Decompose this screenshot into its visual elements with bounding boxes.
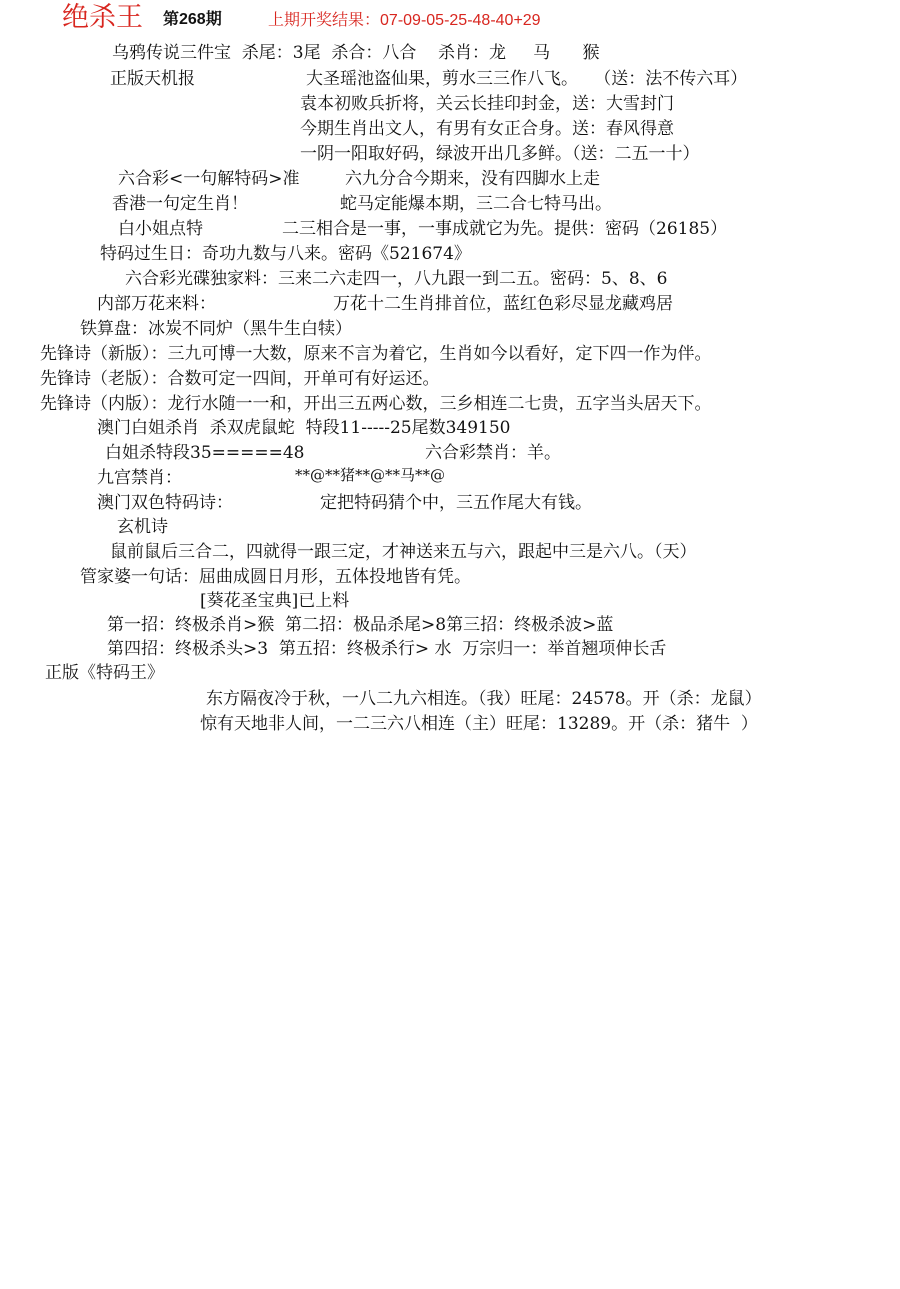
last-result	[268, 10, 541, 32]
line-hk-text: 蛇马定能爆本期，三二合七特马出。	[340, 194, 612, 214]
line-tianji-poem-3: 今期生肖出文人，有男有女正合身。送：春风得意	[300, 119, 674, 139]
line-nine-palace-text: **@**猪**@**马**@	[295, 466, 446, 484]
page-title: 绝杀王	[62, 2, 143, 32]
line-kuihua-title: [葵花圣宝典]已上料	[200, 591, 350, 611]
line-tema-king-1: 东方隔夜冷于秋，一八二九六相连。（我）旺尾：24578。开（杀：龙鼠）	[206, 689, 762, 709]
line-tianji-poem-2: 袁本初败兵折将，关云长挂印封金，送：大雪封门	[300, 94, 674, 114]
line-butler: 管家婆一句话：屈曲成圆日月形，五体投地皆有凭。	[80, 567, 471, 587]
line-tianji-poem-1: 大圣瑶池盗仙果，剪水三三作八飞。 （送：法不传六耳）	[306, 69, 748, 89]
line-baijie-segment: 白姐杀特段35=====48	[105, 443, 305, 463]
line-one-sentence-label: 六合彩<一句解特码>准	[118, 169, 300, 189]
line-tianji-poem-4: 一阴一阳取好码，绿波开出几多鲜。（送：二五一十）	[300, 144, 700, 164]
last-result-numbers: 07-09-05-25-48-40+29	[380, 12, 541, 29]
line-tema-king-title: 正版《特码王》	[45, 663, 164, 683]
line-crow-legend: 乌鸦传说三件宝 杀尾：3尾 杀合：八合 杀肖：龙 马 猴	[112, 43, 600, 63]
line-vanguard-old: 先锋诗（老版）：合数可定一四间，开单可有好运还。	[40, 369, 440, 389]
line-macau-poem-label: 澳门双色特码诗：	[97, 493, 233, 513]
line-moves-1-3: 第一招：终极杀肖>猴 第二招：极品杀尾>8第三招：终极杀波>蓝	[107, 615, 614, 635]
line-one-sentence-text: 六九分合今期来，没有四脚水上走	[345, 169, 600, 189]
line-nine-palace-label: 九宫禁肖：	[97, 468, 182, 488]
line-mystery-poem: 鼠前鼠后三合二，四就得一跟三定，才神送来五与六，跟起中三是六八。（天）	[110, 542, 697, 562]
line-wanhua-label: 内部万花来料：	[97, 294, 216, 314]
line-forbidden-zodiac: 六合彩禁肖：羊。	[425, 443, 561, 463]
line-abacus: 铁算盘：冰炭不同炉（黑牛生白犊）	[80, 319, 352, 339]
line-cd-exclusive: 六合彩光碟独家料：三来二六走四一，八九跟一到二五。密码：5、8、6	[125, 269, 668, 289]
line-hk-label: 香港一句定生肖！	[112, 194, 248, 214]
line-miss-bai-label: 白小姐点特	[118, 219, 203, 239]
line-vanguard-inner: 先锋诗（内版）：龙行水随一一和，开出三五两心数，三乡相连二七贵，五字当头居天下。	[40, 394, 712, 414]
line-tianji-label: 正版天机报	[110, 69, 195, 89]
line-tema-king-2: 惊有天地非人间，一二三六八相连（主）旺尾：13289。开（杀：猪牛 ）	[200, 714, 758, 734]
last-result-label: 上期开奖结果：	[268, 12, 381, 29]
line-vanguard-new: 先锋诗（新版）：三九可博一大数，原来不言为着它，生肖如今以看好，定下四一作为伴。	[40, 344, 712, 364]
line-mystery-poem-title: 玄机诗	[117, 517, 168, 537]
line-macau-baijie: 澳门白姐杀肖 杀双虎鼠蛇 特段11-----25尾数349150	[97, 418, 511, 438]
line-macau-poem-text: 定把特码猜个中，三五作尾大有钱。	[320, 493, 592, 513]
line-wanhua-text: 万花十二生肖排首位，蓝红色彩尽显龙藏鸡居	[333, 294, 673, 314]
line-birthday: 特码过生日：奇功九数与八来。密码《521674》	[100, 244, 471, 264]
issue-number: 第268期	[163, 11, 222, 28]
line-moves-4-5: 第四招：终极杀头>3 第五招：终极杀行> 水 万宗归一：举首翘项伸长舌	[107, 639, 667, 659]
line-miss-bai-text: 二三相合是一事，一事成就它为先。提供：密码（26185）	[282, 219, 728, 239]
